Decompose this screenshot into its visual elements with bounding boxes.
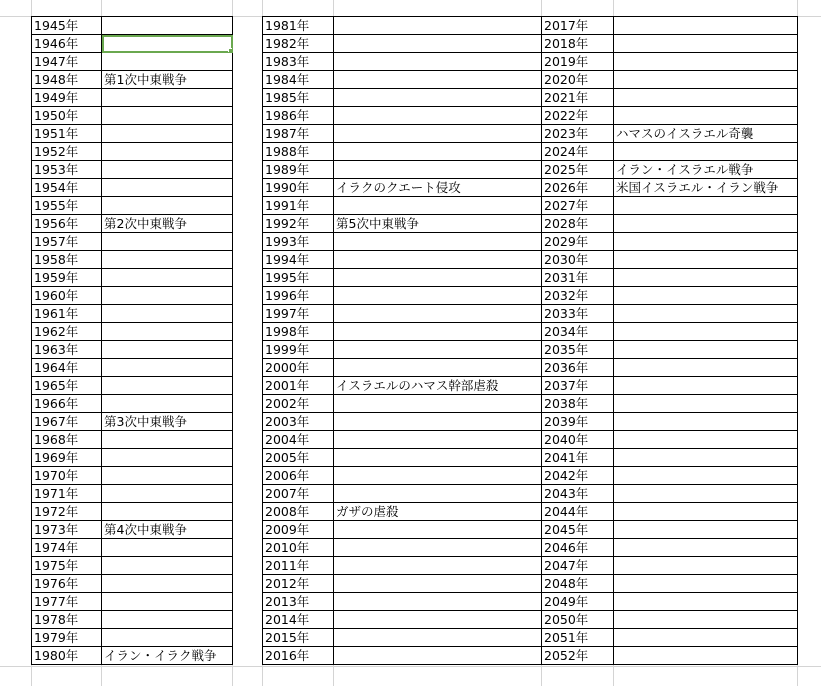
event-cell[interactable] <box>102 629 233 647</box>
event-cell[interactable] <box>102 179 233 197</box>
event-cell[interactable] <box>102 305 233 323</box>
table-row <box>32 251 798 269</box>
spacer-cell[interactable] <box>233 395 263 413</box>
table-row <box>32 17 798 35</box>
event-cell[interactable] <box>614 287 798 305</box>
event-cell[interactable] <box>102 323 233 341</box>
table-row <box>32 413 798 431</box>
table-row <box>32 215 798 233</box>
table-row <box>32 575 798 593</box>
table-row <box>32 179 798 197</box>
spacer-cell[interactable] <box>233 269 263 287</box>
year-cell[interactable]: 2042年 <box>542 467 614 485</box>
year-cell[interactable]: 1968年 <box>32 431 102 449</box>
year-cell[interactable]: 1962年 <box>32 323 102 341</box>
table-row <box>32 647 798 665</box>
table-row <box>32 503 798 521</box>
event-cell[interactable] <box>102 431 233 449</box>
year-cell[interactable]: 2023年 <box>542 125 614 143</box>
year-cell[interactable]: 1996年 <box>263 287 334 305</box>
event-cell[interactable] <box>614 467 798 485</box>
event-cell[interactable] <box>334 17 542 35</box>
year-cell[interactable]: 2019年 <box>542 53 614 71</box>
year-cell[interactable]: 2003年 <box>263 413 334 431</box>
table-row <box>32 629 798 647</box>
table-row <box>32 305 798 323</box>
event-cell[interactable] <box>334 593 542 611</box>
event-cell[interactable] <box>102 17 233 35</box>
year-cell[interactable]: 2037年 <box>542 377 614 395</box>
spacer-cell[interactable] <box>233 125 263 143</box>
year-cell[interactable]: 2025年 <box>542 161 614 179</box>
year-cell[interactable]: 1951年 <box>32 125 102 143</box>
event-cell[interactable] <box>102 503 233 521</box>
year-cell[interactable]: 1991年 <box>263 197 334 215</box>
event-cell[interactable]: 第4次中東戦争 <box>102 521 233 539</box>
year-cell[interactable]: 1999年 <box>263 341 334 359</box>
table-row <box>32 89 798 107</box>
event-cell[interactable] <box>614 521 798 539</box>
spacer-cell[interactable] <box>233 431 263 449</box>
event-cell[interactable]: 第3次中東戦争 <box>102 413 233 431</box>
year-cell[interactable]: 2035年 <box>542 341 614 359</box>
table-row <box>32 395 798 413</box>
year-cell[interactable]: 2004年 <box>263 431 334 449</box>
year-cell[interactable]: 2014年 <box>263 611 334 629</box>
year-cell[interactable]: 1980年 <box>32 647 102 665</box>
spacer-cell[interactable] <box>233 35 263 53</box>
spacer-cell[interactable] <box>233 449 263 467</box>
year-cell[interactable]: 2026年 <box>542 179 614 197</box>
year-cell[interactable]: 2036年 <box>542 359 614 377</box>
year-cell[interactable]: 1983年 <box>263 53 334 71</box>
table-row <box>32 35 798 53</box>
year-cell[interactable]: 2018年 <box>542 35 614 53</box>
gridline <box>0 666 821 667</box>
event-cell[interactable] <box>614 71 798 89</box>
year-cell[interactable]: 2027年 <box>542 197 614 215</box>
event-cell[interactable] <box>334 251 542 269</box>
table-row <box>32 107 798 125</box>
table-row <box>32 53 798 71</box>
event-cell[interactable] <box>334 467 542 485</box>
event-cell[interactable] <box>334 287 542 305</box>
table-row <box>32 431 798 449</box>
spacer-cell[interactable] <box>233 521 263 539</box>
year-cell[interactable]: 1961年 <box>32 305 102 323</box>
table-row <box>32 341 798 359</box>
event-cell[interactable] <box>334 431 542 449</box>
spacer-cell[interactable] <box>233 179 263 197</box>
year-cell[interactable]: 2041年 <box>542 449 614 467</box>
event-cell[interactable] <box>614 449 798 467</box>
spacer-cell[interactable] <box>233 107 263 125</box>
spacer-cell[interactable] <box>233 503 263 521</box>
event-cell[interactable] <box>614 431 798 449</box>
year-cell[interactable]: 1982年 <box>263 35 334 53</box>
event-cell[interactable] <box>614 359 798 377</box>
table-row <box>32 449 798 467</box>
year-cell[interactable]: 2032年 <box>542 287 614 305</box>
year-cell[interactable]: 1994年 <box>263 251 334 269</box>
year-cell[interactable]: 1964年 <box>32 359 102 377</box>
year-cell[interactable]: 1979年 <box>32 629 102 647</box>
event-cell[interactable] <box>334 143 542 161</box>
year-cell[interactable]: 1953年 <box>32 161 102 179</box>
event-cell[interactable] <box>614 269 798 287</box>
year-cell[interactable]: 2038年 <box>542 395 614 413</box>
event-cell[interactable] <box>614 503 798 521</box>
event-cell[interactable]: ガザの虐殺 <box>334 503 542 521</box>
year-cell[interactable]: 2039年 <box>542 413 614 431</box>
year-cell[interactable]: 2022年 <box>542 107 614 125</box>
event-cell[interactable] <box>614 143 798 161</box>
event-cell[interactable] <box>334 539 542 557</box>
event-cell[interactable] <box>614 647 798 665</box>
event-cell[interactable] <box>614 35 798 53</box>
year-cell[interactable]: 1946年 <box>32 35 102 53</box>
event-cell[interactable] <box>614 17 798 35</box>
event-cell[interactable] <box>334 197 542 215</box>
event-cell[interactable] <box>102 395 233 413</box>
spacer-cell[interactable] <box>233 377 263 395</box>
event-cell[interactable] <box>102 575 233 593</box>
spacer-cell[interactable] <box>233 17 263 35</box>
year-cell[interactable]: 1992年 <box>263 215 334 233</box>
year-cell[interactable]: 1974年 <box>32 539 102 557</box>
year-cell[interactable]: 1972年 <box>32 503 102 521</box>
year-cell[interactable]: 1960年 <box>32 287 102 305</box>
year-cell[interactable]: 2007年 <box>263 485 334 503</box>
year-cell[interactable]: 2005年 <box>263 449 334 467</box>
spacer-cell[interactable] <box>233 215 263 233</box>
event-cell[interactable] <box>334 575 542 593</box>
year-cell[interactable]: 1984年 <box>263 71 334 89</box>
table-row <box>32 287 798 305</box>
year-cell[interactable]: 1948年 <box>32 71 102 89</box>
spacer-cell[interactable] <box>233 251 263 269</box>
year-cell[interactable]: 1959年 <box>32 269 102 287</box>
event-cell[interactable] <box>102 197 233 215</box>
timeline-rows <box>32 17 798 665</box>
year-cell[interactable]: 2031年 <box>542 269 614 287</box>
event-cell[interactable] <box>614 53 798 71</box>
timeline-table <box>31 16 798 665</box>
spacer-cell[interactable] <box>233 71 263 89</box>
spacer-cell[interactable] <box>233 359 263 377</box>
event-cell[interactable] <box>334 485 542 503</box>
year-cell[interactable]: 1990年 <box>263 179 334 197</box>
spacer-cell[interactable] <box>233 629 263 647</box>
year-cell[interactable]: 2050年 <box>542 611 614 629</box>
event-cell[interactable] <box>102 611 233 629</box>
event-cell[interactable] <box>334 557 542 575</box>
year-cell[interactable]: 2047年 <box>542 557 614 575</box>
year-cell[interactable]: 1986年 <box>263 107 334 125</box>
year-cell[interactable]: 2021年 <box>542 89 614 107</box>
event-cell[interactable] <box>614 107 798 125</box>
year-cell[interactable]: 1995年 <box>263 269 334 287</box>
event-cell[interactable] <box>614 377 798 395</box>
table-row <box>32 197 798 215</box>
year-cell[interactable]: 1952年 <box>32 143 102 161</box>
spacer-cell[interactable] <box>233 467 263 485</box>
event-cell[interactable] <box>334 611 542 629</box>
year-cell[interactable]: 1965年 <box>32 377 102 395</box>
year-cell[interactable]: 1956年 <box>32 215 102 233</box>
year-cell[interactable]: 2051年 <box>542 629 614 647</box>
table-row <box>32 557 798 575</box>
table-row <box>32 269 798 287</box>
event-cell[interactable] <box>614 233 798 251</box>
event-cell[interactable] <box>334 647 542 665</box>
table-row <box>32 71 798 89</box>
event-cell[interactable] <box>102 341 233 359</box>
year-cell[interactable]: 2049年 <box>542 593 614 611</box>
spacer-cell[interactable] <box>233 611 263 629</box>
event-cell[interactable] <box>334 629 542 647</box>
spacer-cell[interactable] <box>233 539 263 557</box>
event-cell[interactable] <box>102 467 233 485</box>
event-cell[interactable] <box>614 215 798 233</box>
spacer-cell[interactable] <box>233 485 263 503</box>
year-cell[interactable]: 1947年 <box>32 53 102 71</box>
event-cell[interactable] <box>102 359 233 377</box>
event-cell[interactable] <box>334 305 542 323</box>
year-cell[interactable]: 2000年 <box>263 359 334 377</box>
year-cell[interactable]: 2011年 <box>263 557 334 575</box>
spacer-cell[interactable] <box>233 575 263 593</box>
spacer-cell[interactable] <box>233 233 263 251</box>
event-cell[interactable] <box>614 305 798 323</box>
year-cell[interactable]: 2046年 <box>542 539 614 557</box>
event-cell[interactable]: イラン・イスラエル戦争 <box>614 161 798 179</box>
table-row <box>32 161 798 179</box>
event-cell[interactable] <box>614 539 798 557</box>
year-cell[interactable]: 2029年 <box>542 233 614 251</box>
year-cell[interactable]: 2015年 <box>263 629 334 647</box>
year-cell[interactable]: 2008年 <box>263 503 334 521</box>
table-row <box>32 125 798 143</box>
event-cell[interactable] <box>334 107 542 125</box>
event-cell[interactable] <box>102 287 233 305</box>
spacer-cell[interactable] <box>233 89 263 107</box>
spacer-cell[interactable] <box>233 647 263 665</box>
event-cell[interactable] <box>102 53 233 71</box>
event-cell[interactable] <box>614 197 798 215</box>
event-cell[interactable] <box>334 341 542 359</box>
event-cell[interactable] <box>102 539 233 557</box>
event-cell[interactable] <box>614 557 798 575</box>
event-cell[interactable] <box>614 629 798 647</box>
year-cell[interactable]: 2020年 <box>542 71 614 89</box>
year-cell[interactable]: 2028年 <box>542 215 614 233</box>
event-cell[interactable] <box>102 125 233 143</box>
year-cell[interactable]: 2043年 <box>542 485 614 503</box>
event-cell[interactable] <box>102 251 233 269</box>
event-cell[interactable]: 第1次中東戦争 <box>102 71 233 89</box>
event-cell[interactable] <box>102 143 233 161</box>
event-cell[interactable] <box>334 233 542 251</box>
event-cell[interactable] <box>102 377 233 395</box>
table-row <box>32 359 798 377</box>
event-cell[interactable] <box>614 89 798 107</box>
year-cell[interactable]: 2012年 <box>263 575 334 593</box>
spacer-cell[interactable] <box>233 161 263 179</box>
event-cell[interactable] <box>334 413 542 431</box>
year-cell[interactable]: 2052年 <box>542 647 614 665</box>
year-cell[interactable]: 1978年 <box>32 611 102 629</box>
year-cell[interactable]: 1970年 <box>32 467 102 485</box>
event-cell[interactable] <box>614 341 798 359</box>
table-row <box>32 611 798 629</box>
year-cell[interactable]: 1954年 <box>32 179 102 197</box>
year-cell[interactable]: 1949年 <box>32 89 102 107</box>
event-cell[interactable] <box>614 575 798 593</box>
event-cell[interactable] <box>334 53 542 71</box>
year-cell[interactable]: 2010年 <box>263 539 334 557</box>
year-cell[interactable]: 2001年 <box>263 377 334 395</box>
year-cell[interactable]: 1973年 <box>32 521 102 539</box>
year-cell[interactable]: 1957年 <box>32 233 102 251</box>
event-cell[interactable] <box>614 485 798 503</box>
year-cell[interactable]: 1993年 <box>263 233 334 251</box>
event-cell[interactable] <box>614 593 798 611</box>
event-cell[interactable] <box>334 71 542 89</box>
year-cell[interactable]: 1987年 <box>263 125 334 143</box>
year-cell[interactable]: 2045年 <box>542 521 614 539</box>
spacer-cell[interactable] <box>233 557 263 575</box>
event-cell[interactable]: イラン・イラク戦争 <box>102 647 233 665</box>
event-cell[interactable] <box>102 233 233 251</box>
year-cell[interactable]: 1967年 <box>32 413 102 431</box>
table-row <box>32 377 798 395</box>
spacer-cell[interactable] <box>233 53 263 71</box>
spacer-cell[interactable] <box>233 305 263 323</box>
spacer-cell[interactable] <box>233 341 263 359</box>
event-cell[interactable] <box>102 89 233 107</box>
year-cell[interactable]: 1950年 <box>32 107 102 125</box>
table-row <box>32 323 798 341</box>
year-cell[interactable]: 1955年 <box>32 197 102 215</box>
year-cell[interactable]: 1985年 <box>263 89 334 107</box>
spacer-cell[interactable] <box>233 143 263 161</box>
year-cell[interactable]: 2033年 <box>542 305 614 323</box>
event-cell[interactable] <box>102 161 233 179</box>
event-cell[interactable] <box>334 125 542 143</box>
event-cell[interactable] <box>102 107 233 125</box>
year-cell[interactable]: 1975年 <box>32 557 102 575</box>
event-cell[interactable] <box>334 395 542 413</box>
event-cell[interactable]: イスラエルのハマス幹部虐殺 <box>334 377 542 395</box>
event-cell[interactable] <box>614 395 798 413</box>
event-cell[interactable] <box>102 485 233 503</box>
year-cell[interactable]: 1988年 <box>263 143 334 161</box>
event-cell[interactable] <box>334 35 542 53</box>
event-cell[interactable] <box>102 449 233 467</box>
table-row <box>32 467 798 485</box>
year-cell[interactable]: 2009年 <box>263 521 334 539</box>
year-cell[interactable]: 2048年 <box>542 575 614 593</box>
year-cell[interactable]: 2017年 <box>542 17 614 35</box>
event-cell[interactable] <box>334 161 542 179</box>
spacer-cell[interactable] <box>233 323 263 341</box>
year-cell[interactable]: 1969年 <box>32 449 102 467</box>
year-cell[interactable]: 2016年 <box>263 647 334 665</box>
year-cell[interactable]: 1963年 <box>32 341 102 359</box>
event-cell[interactable] <box>102 269 233 287</box>
event-cell[interactable]: 第2次中東戦争 <box>102 215 233 233</box>
event-cell[interactable] <box>334 89 542 107</box>
year-cell[interactable]: 1966年 <box>32 395 102 413</box>
year-cell[interactable]: 1976年 <box>32 575 102 593</box>
table-row <box>32 521 798 539</box>
year-cell[interactable]: 2006年 <box>263 467 334 485</box>
year-cell[interactable]: 1998年 <box>263 323 334 341</box>
spacer-cell[interactable] <box>233 413 263 431</box>
table-row <box>32 539 798 557</box>
year-cell[interactable]: 1981年 <box>263 17 334 35</box>
event-cell[interactable] <box>102 593 233 611</box>
table-row <box>32 593 798 611</box>
spacer-cell[interactable] <box>233 287 263 305</box>
event-cell[interactable] <box>334 359 542 377</box>
table-row <box>32 485 798 503</box>
year-cell[interactable]: 1977年 <box>32 593 102 611</box>
table-row <box>32 143 798 161</box>
year-cell[interactable]: 2040年 <box>542 431 614 449</box>
event-cell[interactable] <box>614 251 798 269</box>
spacer-cell[interactable] <box>233 197 263 215</box>
timeline-table-frame <box>31 16 798 665</box>
year-cell[interactable]: 2002年 <box>263 395 334 413</box>
year-cell[interactable]: 1989年 <box>263 161 334 179</box>
year-cell[interactable]: 1971年 <box>32 485 102 503</box>
event-cell[interactable] <box>614 413 798 431</box>
year-cell[interactable]: 2030年 <box>542 251 614 269</box>
spacer-cell[interactable] <box>233 593 263 611</box>
year-cell[interactable]: 1997年 <box>263 305 334 323</box>
year-cell[interactable]: 2044年 <box>542 503 614 521</box>
year-cell[interactable]: 2034年 <box>542 323 614 341</box>
year-cell[interactable]: 2024年 <box>542 143 614 161</box>
event-cell[interactable]: ハマスのイスラエル奇襲 <box>614 125 798 143</box>
event-cell[interactable] <box>102 557 233 575</box>
event-cell[interactable]: 米国イスラエル・イラン戦争 <box>614 179 798 197</box>
event-cell[interactable]: イラクのクエート侵攻 <box>334 179 542 197</box>
event-cell[interactable] <box>334 449 542 467</box>
year-cell[interactable]: 1958年 <box>32 251 102 269</box>
year-cell[interactable]: 2013年 <box>263 593 334 611</box>
year-cell[interactable]: 1945年 <box>32 17 102 35</box>
event-cell[interactable]: 第5次中東戦争 <box>334 215 542 233</box>
table-row <box>32 233 798 251</box>
event-cell[interactable] <box>334 269 542 287</box>
event-cell[interactable] <box>334 323 542 341</box>
event-cell[interactable] <box>614 611 798 629</box>
event-cell[interactable] <box>334 521 542 539</box>
event-cell[interactable] <box>614 323 798 341</box>
event-cell[interactable] <box>102 35 233 53</box>
